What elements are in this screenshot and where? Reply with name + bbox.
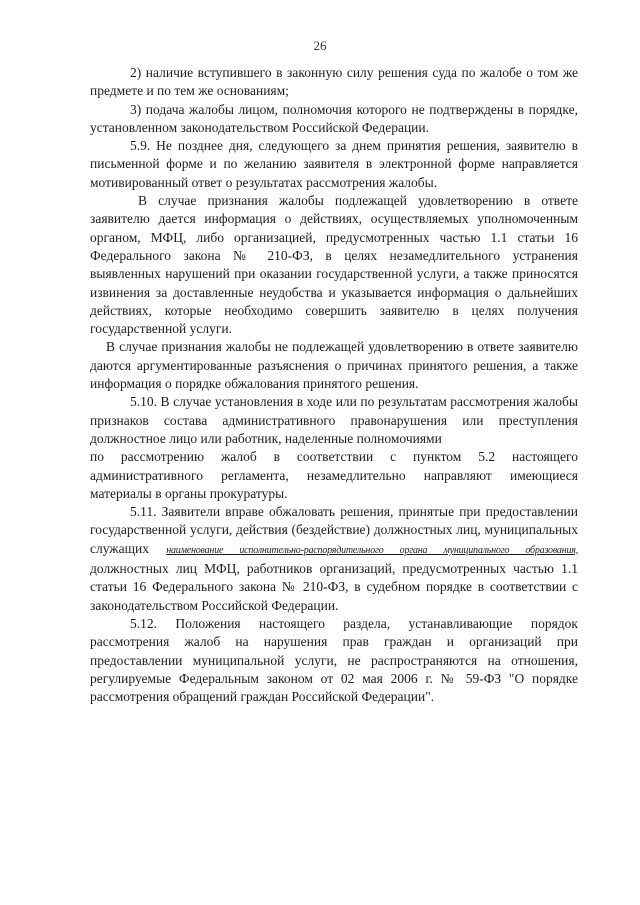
paragraph-5-10-continued: по рассмотрению жалоб в соответствии с пунктом 5.2 настоящего административного регламента, незамедлительно направляют имеющиеся материалы в органы прокуратуры. — [90, 449, 578, 501]
paragraph-5-9: 5.9. Не позднее дня, следующего за днем принятия решения, заявителю в письменной форме и по желанию заявителя в электронной форме направляется мотивированный ответ о результатах рассмотрения жалобы. — [90, 138, 578, 190]
paragraph-complaint-satisfied: В случае признания жалобы подлежащей удовлетворению в ответе заявителю дается информация о действиях, осуществляемых уполномоченным органом, МФЦ, либо организацией, предусмотренных частью 1.1 статьи 16 Федерального закона № 210-ФЗ, в целях незамедлительного устранения выявленных нарушений при оказании государственной услуги, а также приносятся извинения за доставленные неудобства и указывается информация о дальнейших действиях, которые необходимо совершить заявителю в целях получения государственной услуги. — [90, 193, 578, 337]
paragraph-5-12: 5.12. Положения настоящего раздела, устанавливающие порядок рассмотрения жалоб на нарушения прав граждан и организаций при предоставлении муниципальной услуги, не распространяются на отношения, регулируемые Федеральным законом от 02 мая 2006 г. № 59-ФЗ "О порядке рассмотрения обращений граждан Российской Федерации". — [90, 615, 578, 705]
paragraph-5-11-text-end: должностных лиц МФЦ, работников организаций, предусмотренных частью 1.1 статьи 16 Федерального закона № 210-ФЗ, в судебном порядке в соответствии с законодательством Российской Федерации. — [90, 561, 578, 613]
paragraph-5-11-text-start: 5.11. Заявители вправе обжаловать решения, принятые при предоставлении государственной услуги, действия (бездействие) должностных лиц, муниципальных служащих — [90, 504, 578, 556]
placeholder-note-executive-body: наименование исполнительно-распорядительного органа муниципального образования, — [166, 544, 578, 556]
document-body — [90, 64, 578, 706]
paragraph-5-10: 5.10. В случае установления в ходе или по результатам рассмотрения жалобы признаков состава административного правонарушения или преступления должностное лицо или работник, наделенные полномочиями — [90, 394, 578, 446]
paragraph-complaint-rejected: В случае признания жалобы не подлежащей удовлетворению в ответе заявителю даются аргументированные разъяснения о причинах принятого решения, а также информация о порядке обжалования принятого решения. — [90, 339, 578, 392]
page-number: 26 — [313, 38, 327, 53]
paragraph-refusal-ground-3: 3) подача жалобы лицом, полномочия которого не подтверждены в порядке, установленном законодательством Российской Федерации. — [90, 101, 578, 135]
paragraph-refusal-ground-2: 2) наличие вступившего в законную силу решения суда по жалобе о том же предмете и по тем же основаниям; — [90, 65, 578, 99]
paragraph-5-11 — [90, 503, 578, 615]
